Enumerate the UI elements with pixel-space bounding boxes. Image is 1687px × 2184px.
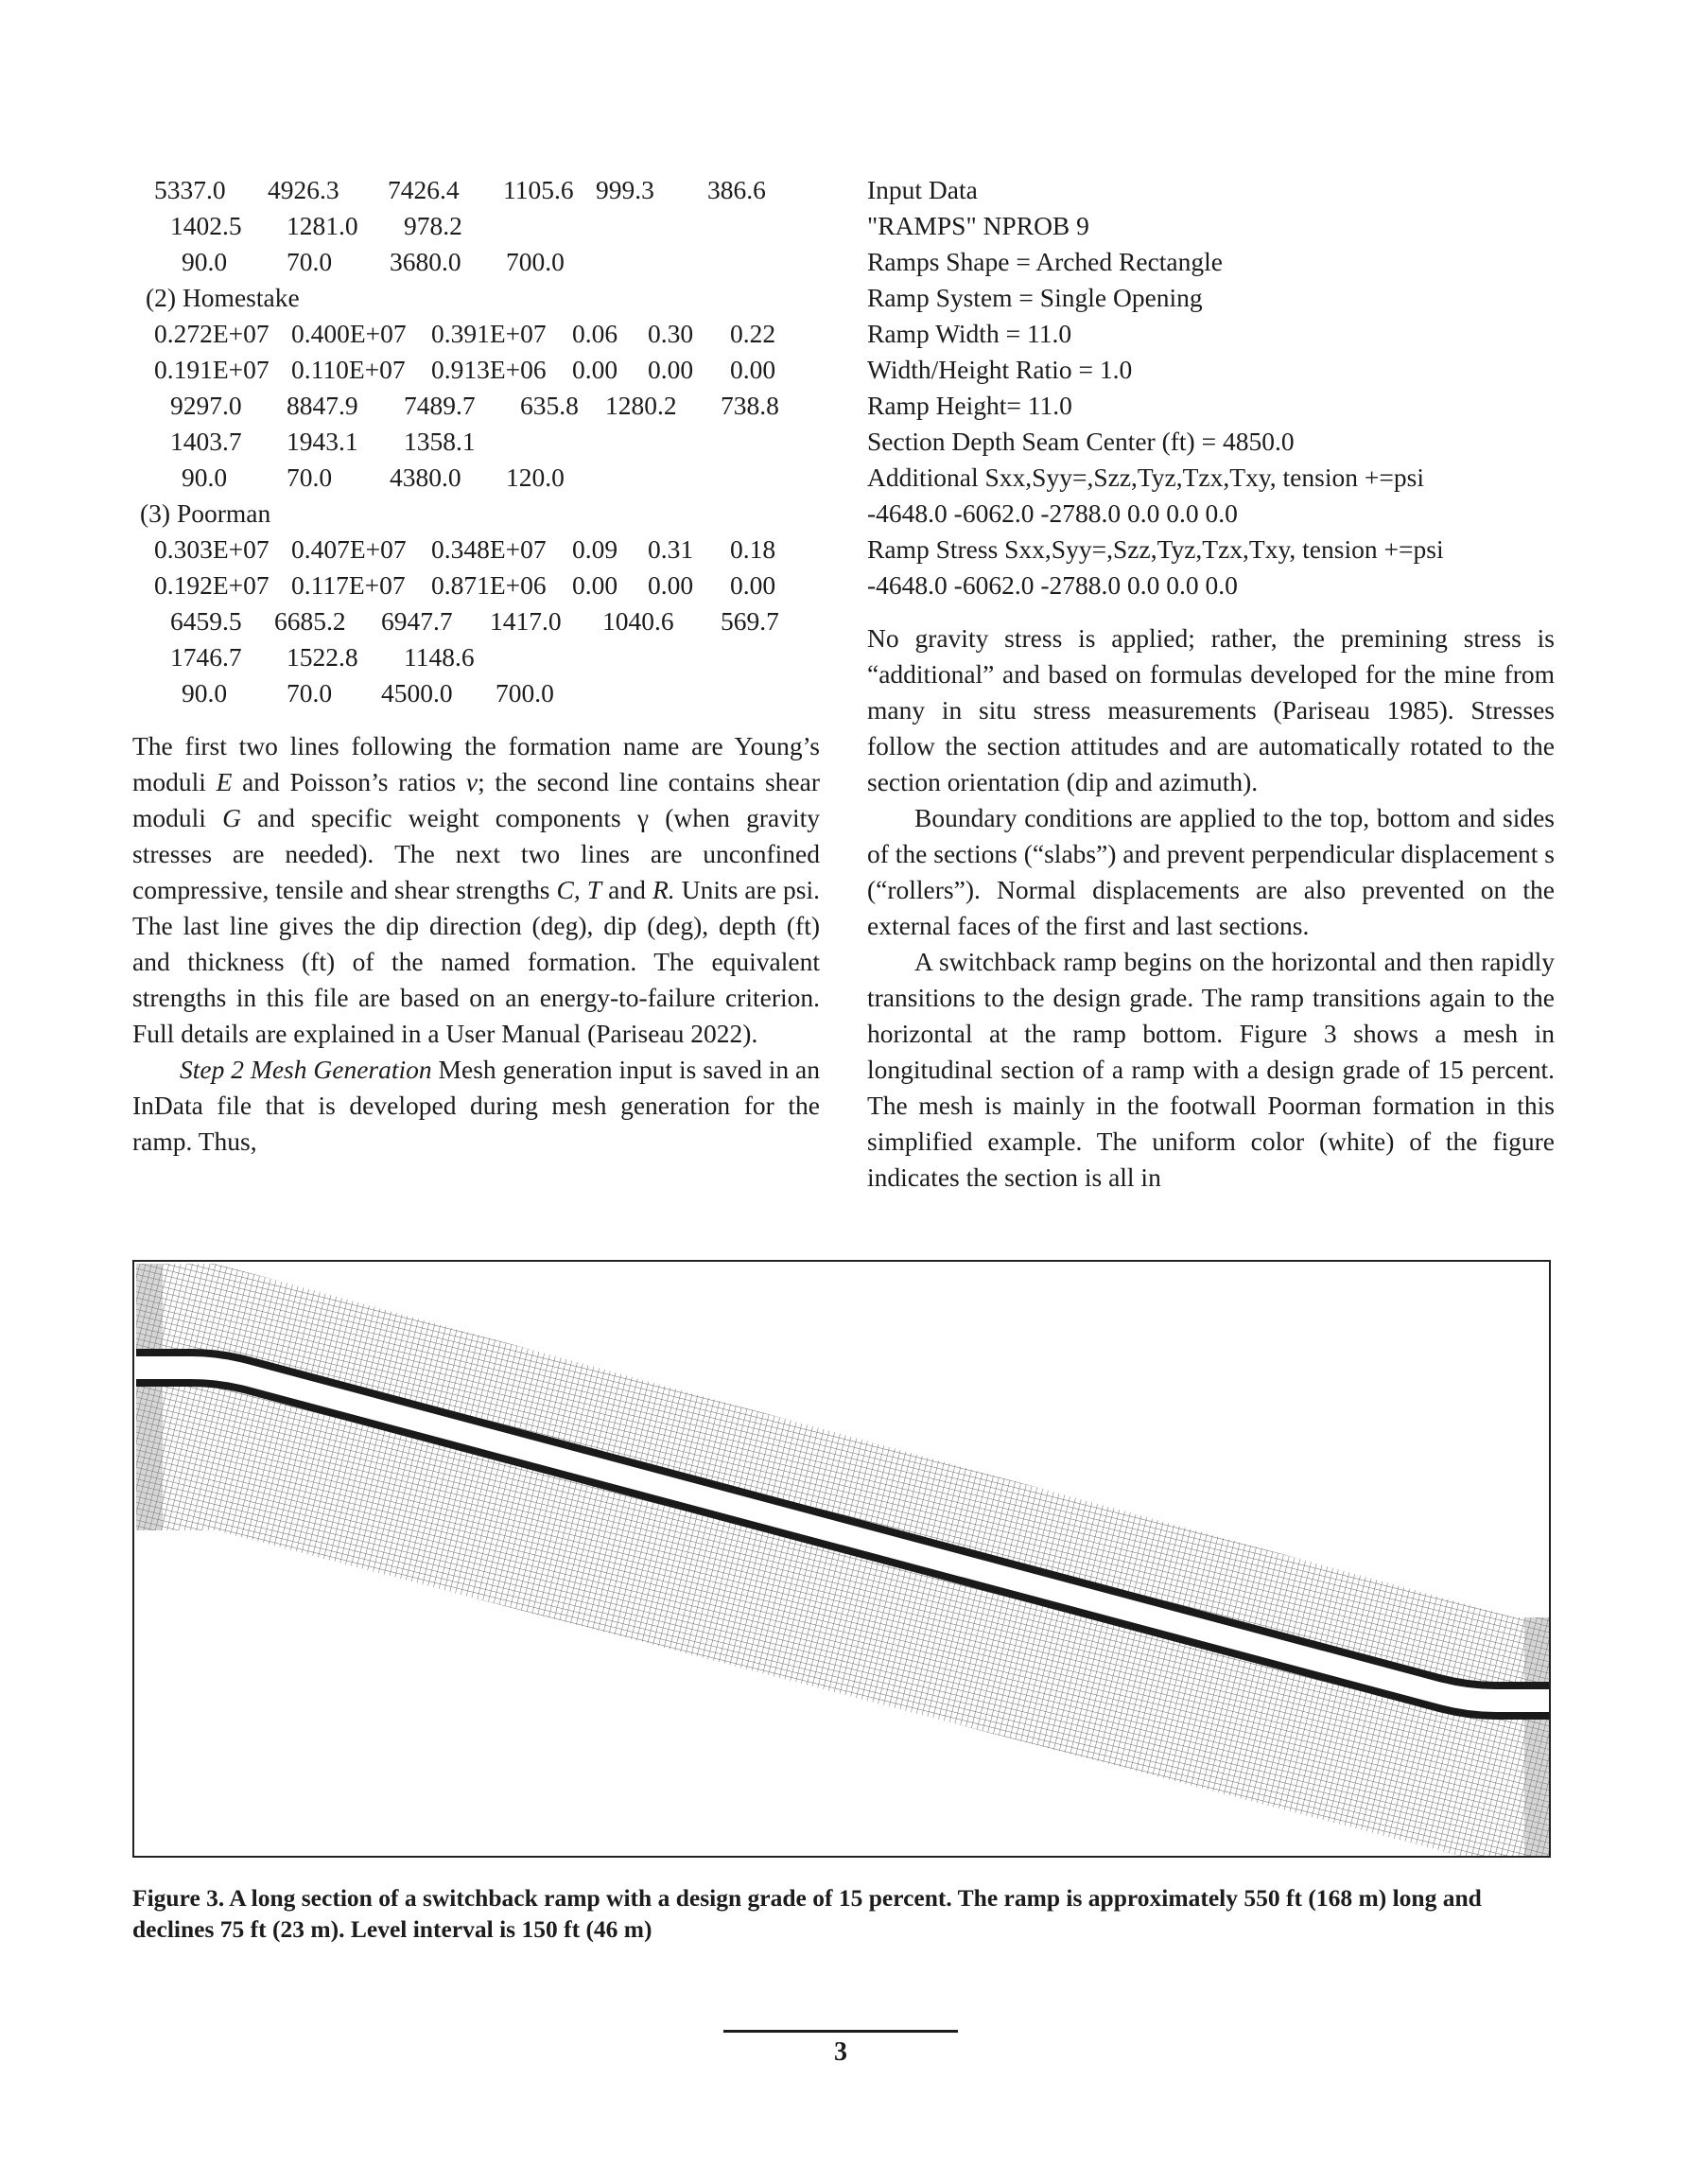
data-cell: 0.303E+07 — [154, 534, 270, 564]
paragraph-boundary-conditions: Boundary conditions are applied to the top, bottom and sides of the sections (“slabs”) and prevent perpendicular displacement s (“rollers”). Normal displacements are also prevented on the external faces of the first and last sections. — [867, 803, 1555, 940]
formation-name-text: (3) Poorman — [140, 498, 271, 528]
data-cell: 738.8 — [721, 391, 779, 420]
paragraph-gravity-stress: No gravity stress is applied; rather, the premining stress is “additional” and based on formulas developed for the mine from many in situ stress measurements (Pariseau 1985). Stresses follow the section attitudes and are automatically rotated to the section orientation (dip and azimuth). — [867, 623, 1555, 796]
data-row — [132, 568, 820, 603]
data-cell: 1148.6 — [404, 642, 475, 672]
data-cell: 0.192E+07 — [154, 570, 270, 600]
data-row — [132, 460, 820, 496]
input-line: Additional Sxx,Syy=,Szz,Tyz,Tzx,Txy, tension +=psi — [867, 463, 1424, 492]
data-cell: 0.117E+07 — [291, 570, 406, 600]
text: and — [601, 875, 652, 904]
data-cell: 90.0 — [182, 247, 228, 276]
step-heading: Step 2 Mesh Generation — [180, 1055, 432, 1084]
data-cell: 1402.5 — [170, 211, 242, 240]
data-cell: 6685.2 — [274, 606, 346, 636]
data-row — [132, 675, 820, 711]
formation-name-text: (2) Homestake — [146, 283, 300, 312]
symbol-c-t: C, T — [556, 875, 602, 904]
data-cell: 635.8 — [520, 391, 579, 420]
data-cell: 0.407E+07 — [291, 534, 407, 564]
data-cell: 70.0 — [287, 678, 333, 708]
ramp-mesh-image — [134, 1262, 1549, 1856]
data-row — [132, 208, 820, 244]
data-cell: 0.06 — [572, 319, 618, 348]
data-cell: 0.09 — [572, 534, 618, 564]
input-line: Ramp Height= 11.0 — [867, 391, 1072, 420]
paragraph-moduli — [132, 728, 820, 1052]
text: and specific weight components γ (when gravity stresses are needed). The next two lines are unconfined compressive, tensile and shear strengths — [132, 803, 820, 904]
left-column — [132, 172, 820, 1160]
formation-name — [132, 496, 820, 532]
data-cell: 3680.0 — [390, 247, 461, 276]
data-row — [132, 244, 820, 280]
data-cell: 999.3 — [596, 175, 654, 204]
data-row — [132, 172, 820, 208]
data-row — [132, 639, 820, 675]
data-cell: 1358.1 — [404, 427, 476, 456]
data-cell: 0.110E+07 — [291, 355, 406, 384]
data-cell: 6459.5 — [170, 606, 242, 636]
text: ; the second line contains shear moduli — [132, 767, 820, 832]
data-row — [132, 603, 820, 639]
data-row — [132, 424, 820, 460]
data-cell: 1040.6 — [602, 606, 674, 636]
data-cell: 6947.7 — [381, 606, 453, 636]
figure-ramp-mesh — [132, 1260, 1551, 1858]
data-cell: 0.00 — [648, 570, 694, 600]
data-cell: 0.00 — [730, 570, 776, 600]
data-cell: 4926.3 — [268, 175, 339, 204]
data-cell: 978.2 — [404, 211, 462, 240]
data-cell: 90.0 — [182, 463, 228, 492]
data-row — [132, 316, 820, 352]
text: The first two lines following the formation name are Young’s moduli — [132, 731, 820, 796]
data-cell: 700.0 — [506, 247, 565, 276]
input-line: Ramps Shape = Arched Rectangle — [867, 247, 1223, 276]
data-cell: 0.31 — [648, 534, 694, 564]
data-cell: 0.00 — [648, 355, 694, 384]
data-cell: 0.18 — [730, 534, 776, 564]
data-cell: 386.6 — [707, 175, 766, 204]
data-cell: 1943.1 — [287, 427, 358, 456]
data-cell: 569.7 — [721, 606, 779, 636]
page-number: 3 — [834, 2037, 847, 2067]
mesh-left-transition — [136, 1264, 163, 1530]
formation-name — [132, 280, 820, 316]
text: and Poisson’s ratios — [232, 767, 466, 796]
data-cell: 7426.4 — [388, 175, 460, 204]
formation-data-table — [132, 172, 820, 711]
input-line: "RAMPS" NPROB 9 — [867, 211, 1089, 240]
data-cell: 90.0 — [182, 678, 228, 708]
data-cell: 120.0 — [506, 463, 565, 492]
figure-caption: Figure 3. A long section of a switchback ramp with a design grade of 15 percent. The ramp is approximately 550 ft (168 m) long and declines 75 ft (23 m). Level interval is 150 ft (46 m) — [132, 1884, 1482, 1943]
data-cell: 1417.0 — [490, 606, 562, 636]
data-cell: 0.00 — [572, 355, 618, 384]
data-cell: 1281.0 — [287, 211, 358, 240]
data-cell: 70.0 — [287, 463, 333, 492]
mesh-band — [136, 1264, 1549, 1856]
data-cell: 0.30 — [648, 319, 694, 348]
data-cell: 70.0 — [287, 247, 333, 276]
data-cell: 0.00 — [572, 570, 618, 600]
input-line: Ramp System = Single Opening — [867, 283, 1203, 312]
data-cell: 0.871E+06 — [431, 570, 547, 600]
paragraph-mesh-generation — [132, 1052, 820, 1160]
data-cell: 0.22 — [730, 319, 776, 348]
symbol-v: v — [465, 767, 478, 796]
data-cell: 0.00 — [730, 355, 776, 384]
data-cell: 4500.0 — [381, 678, 453, 708]
input-data-listing — [867, 172, 1555, 603]
footer-rule — [723, 2030, 958, 2033]
paragraph-switchback-ramp: A switchback ramp begins on the horizontal and then rapidly transitions to the design grade. The ramp transitions again to the horizontal at the ramp bottom. Figure 3 shows a mesh in longitudinal section of a ramp with a design grade of 15 percent. The mesh is mainly in the footwall Poorman formation in this simplified example. The uniform color (white) of the figure indicates the section is all in — [867, 947, 1555, 1192]
text: Mesh generation input is saved in an InData file that is developed during mesh generation for the ramp. Thus, — [132, 1055, 820, 1156]
data-row — [132, 388, 820, 424]
data-cell: 1105.6 — [503, 175, 574, 204]
input-line: -4648.0 -6062.0 -2788.0 0.0 0.0 0.0 — [867, 570, 1238, 600]
mesh-right-transition — [1524, 1617, 1549, 1856]
data-row — [132, 352, 820, 388]
data-cell: 1746.7 — [170, 642, 242, 672]
input-line: Ramp Stress Sxx,Syy=,Szz,Tyz,Tzx,Txy, tension +=psi — [867, 534, 1444, 564]
data-cell: 0.400E+07 — [291, 319, 407, 348]
input-line: Width/Height Ratio = 1.0 — [867, 355, 1133, 384]
input-line: -4648.0 -6062.0 -2788.0 0.0 0.0 0.0 — [867, 498, 1238, 528]
data-cell: 700.0 — [496, 678, 554, 708]
data-row — [132, 532, 820, 568]
data-cell: 4380.0 — [390, 463, 461, 492]
data-cell: 9297.0 — [170, 391, 242, 420]
data-cell: 0.272E+07 — [154, 319, 270, 348]
data-cell: 0.913E+06 — [431, 355, 547, 384]
data-cell: 0.191E+07 — [154, 355, 270, 384]
data-cell: 8847.9 — [287, 391, 358, 420]
symbol-r: R. — [652, 875, 675, 904]
data-cell: 5337.0 — [154, 175, 226, 204]
input-line: Ramp Width = 11.0 — [867, 319, 1072, 348]
data-cell: 7489.7 — [404, 391, 476, 420]
input-line: Input Data — [867, 175, 978, 204]
right-column — [867, 172, 1555, 1196]
data-cell: 1280.2 — [605, 391, 677, 420]
data-cell: 1403.7 — [170, 427, 242, 456]
symbol-g: G — [222, 803, 241, 832]
data-cell: 0.391E+07 — [431, 319, 547, 348]
symbol-e: E — [216, 767, 233, 796]
data-cell: 1522.8 — [287, 642, 358, 672]
input-line: Section Depth Seam Center (ft) = 4850.0 — [867, 427, 1295, 456]
text: Units are psi. The last line gives the dip direction (deg), dip (deg), depth (ft) and thickness (ft) of the named formation. The equivalent strengths in this file are based on an energy-to-failure criterion. Full details are explained in a User Manual (Pariseau 2022). — [132, 875, 820, 1048]
data-cell: 0.348E+07 — [431, 534, 547, 564]
